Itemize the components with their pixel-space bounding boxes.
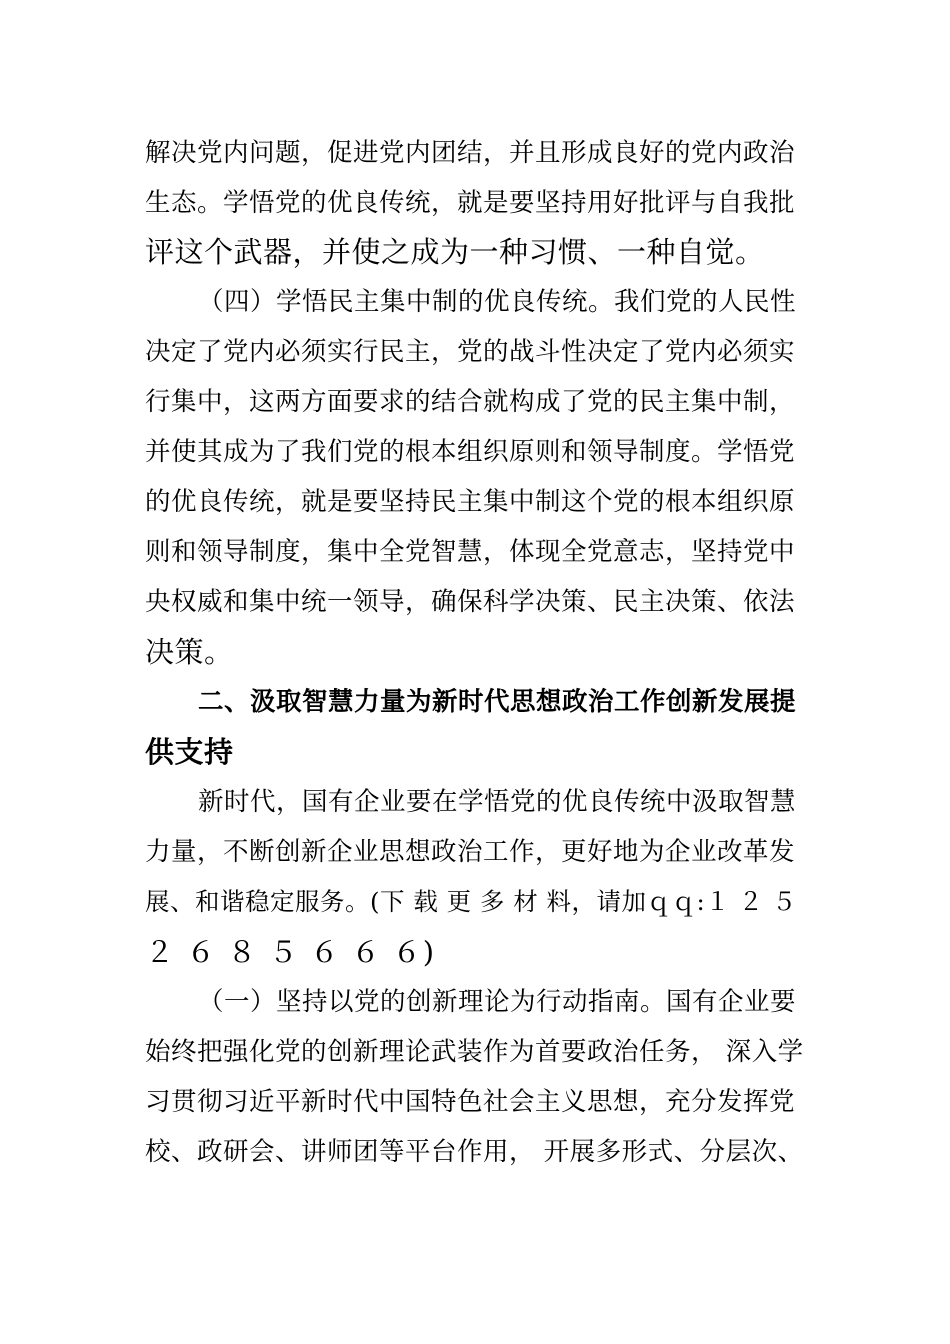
paragraph-line: 习贯彻习近平新时代中国特色社会主义思想，充分发挥党 bbox=[145, 1087, 796, 1117]
paragraph-line: 始终把强化党的创新理论武装作为首要政治任务， 深入学 bbox=[145, 1037, 804, 1067]
paragraph-line: （一）坚持以党的创新理论为行动指南。国有企业要 bbox=[198, 987, 797, 1017]
section-heading: 二、汲取智慧力量为新时代思想政治工作创新发展提 bbox=[198, 687, 797, 717]
paragraph-line: ２ ６ ８ ５ ６ ６ ６) bbox=[145, 935, 436, 969]
paragraph-line: （四）学悟民主集中制的优良传统。我们党的人民性 bbox=[198, 287, 797, 317]
paragraph-line: 解决党内问题，促进党内团结，并且形成良好的党内政治 bbox=[145, 138, 796, 168]
paragraph-line: 的优良传统，就是要坚持民主集中制这个党的根本组织原 bbox=[145, 487, 796, 517]
paragraph-line: 决策。 bbox=[145, 635, 234, 669]
paragraph-line: 并使其成为了我们党的根本组织原则和领导制度。学悟党 bbox=[145, 437, 796, 467]
paragraph-line: 决定了党内必须实行民主，党的战斗性决定了党内必须实 bbox=[145, 337, 796, 367]
paragraph-line: 校、政研会、讲师团等平台作用， 开展多形式、分层次、 bbox=[145, 1137, 804, 1167]
paragraph-line: 则和领导制度，集中全党智慧，体现全党意志，坚持党中 bbox=[145, 537, 796, 567]
paragraph-line: 新时代，国有企业要在学悟党的优良传统中汲取智慧 bbox=[198, 787, 797, 817]
paragraph-line: 展、和谐稳定服务。(下 载 更 多 材 料，请加ｑｑ:１ ２ ５ bbox=[145, 887, 797, 916]
paragraph-line: 评这个武器，并使之成为一种习惯、一种自觉。 bbox=[145, 235, 765, 269]
paragraph-line: 行集中，这两方面要求的结合就构成了党的民主集中制， bbox=[145, 387, 796, 417]
paragraph-line: 力量，不断创新企业思想政治工作，更好地为企业改革发 bbox=[145, 837, 796, 867]
section-heading: 供支持 bbox=[145, 735, 234, 769]
paragraph-line: 生态。学悟党的优良传统，就是要坚持用好批评与自我批 bbox=[145, 188, 796, 218]
paragraph-line: 央权威和集中统一领导，确保科学决策、民主决策、依法 bbox=[145, 587, 796, 617]
